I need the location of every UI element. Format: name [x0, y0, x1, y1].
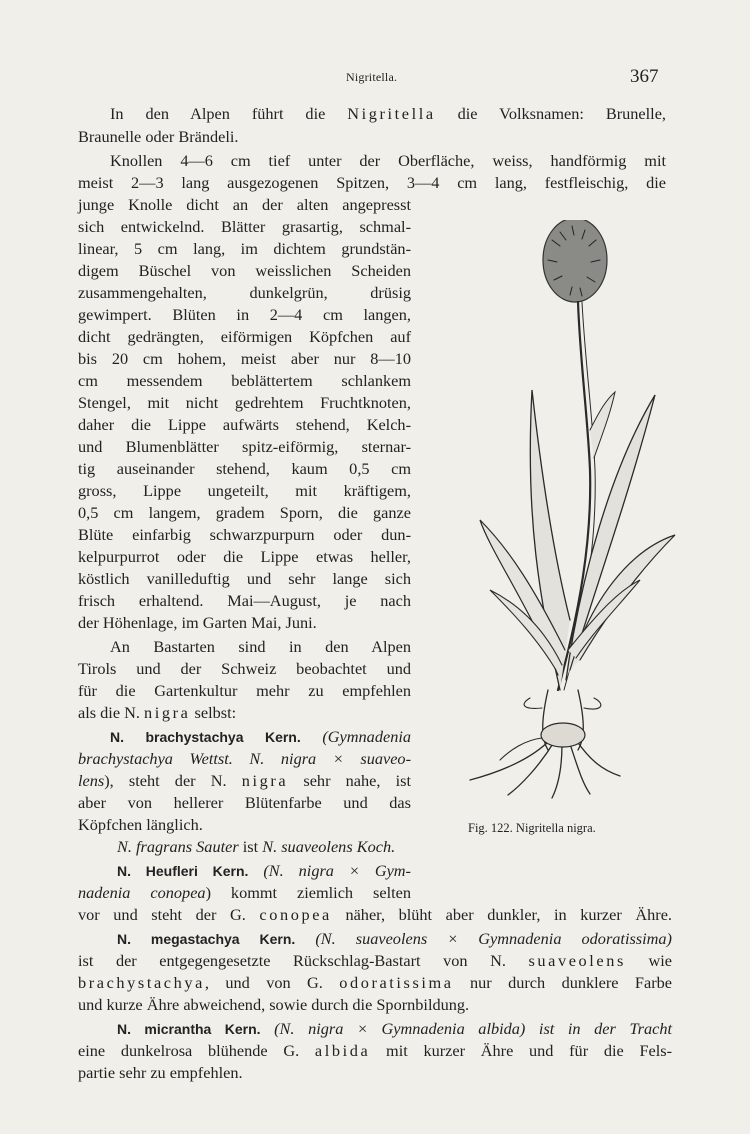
text-line: gross, Lippe ungeteilt, mit kräftigem, [78, 481, 411, 500]
nigritella-illustration [430, 220, 680, 800]
text-line: An Bastarten sind in den Alpen [110, 637, 411, 656]
text-line: In den Alpen führt die Nigritella die Volksnamen: Brunelle, [110, 104, 666, 123]
text-line: N. brachystachya Kern. (Gymnadenia [110, 727, 411, 746]
text-line: sich entwickelnd. Blätter grasartig, schmal- [78, 217, 411, 236]
figure-caption: Fig. 122. Nigritella nigra. [468, 821, 596, 835]
text-line: lens), steht der N. nigra sehr nahe, ist [78, 771, 412, 790]
text-line: ist der entgegengesetzte Rückschlag-Bastart von N. suaveolens wie [78, 951, 672, 970]
text-line: der Höhenlage, im Garten Mai, Juni. [78, 613, 317, 632]
text-line: frisch erhaltend. Mai—August, je nach [78, 591, 411, 610]
text-line: tig auseinander stehend, kaum 0,5 cm [78, 459, 411, 478]
text-line: daher die Lippe aufwärts stehend, Kelch- [78, 415, 411, 434]
text-line: brachystachya, und von G. odoratissima nur durch dunklere Farbe [78, 973, 672, 992]
text-line: zusammengehalten, dunkelgrün, drüsig [78, 283, 411, 302]
text-line: köstlich vanilleduftig und sehr lange sich [78, 569, 411, 588]
text-line: digem Büschel von weisslichen Scheiden [78, 261, 411, 280]
text-line: und Blumenblätter spitz-eiförmig, sternar- [78, 437, 411, 456]
text-line: meist 2—3 lang ausgezogenen Spitzen, 3—4 cm lang, festfleischig, die [78, 173, 666, 192]
text-line: N. fragrans Sauter ist N. suaveolens Koch. [117, 837, 396, 856]
text-line: dicht gedrängten, eiförmigen Köpfchen auf [78, 327, 411, 346]
text-line: brachystachya Wettst. N. nigra × suaveo- [78, 749, 411, 768]
text-line: N. Heufleri Kern. (N. nigra × Gym- [117, 861, 411, 880]
text-line: partie sehr zu empfehlen. [78, 1063, 243, 1082]
text-line: für die Gartenkultur mehr zu empfehlen [78, 681, 411, 700]
text-line: vor und steht der G. conopea näher, blüht aber dunkler, in kurzer Ähre. [78, 905, 673, 924]
page-number: 367 [630, 66, 659, 87]
text-line: als die N. nigra selbst: [78, 703, 237, 722]
text-line: linear, 5 cm lang, im dichtem grundstän- [78, 239, 411, 258]
text-line: Stengel, mit nicht gedrehtem Fruchtknoten, [78, 393, 411, 412]
text-line: gewimpert. Blüten in 2—4 cm langen, [78, 305, 411, 324]
text-line: Tirols und der Schweiz beobachtet und [78, 659, 411, 678]
text-line: Braunelle oder Brändeli. [78, 127, 239, 146]
text-line: aber von hellerer Blütenfarbe und das [78, 793, 411, 812]
text-line: und kurze Ähre abweichend, sowie durch die Spornbildung. [78, 995, 470, 1014]
text-line: Blüte einfarbig schwarzpurpurn oder dun- [78, 525, 411, 544]
text-line: N. megastachya Kern. (N. suaveolens × Gymnadenia odoratissima) [117, 929, 672, 948]
text-line: N. micrantha Kern. (N. nigra × Gymnadenia albida) ist in der Tracht [117, 1019, 672, 1038]
text-line: bis 20 cm hohem, meist aber nur 8—10 [78, 349, 411, 368]
text-line: eine dunkelrosa blühende G. albida mit kurzer Ähre und für die Fels- [78, 1041, 673, 1060]
running-title: Nigritella. [346, 70, 398, 84]
text-line: Knollen 4—6 cm tief unter der Oberfläche, weiss, handförmig mit [110, 151, 666, 170]
text-line: kelpurpurrot oder die Lippe etwas heller, [78, 547, 411, 566]
text-line: junge Knolle dicht an der alten angepresst [78, 195, 411, 214]
text-line: cm messendem beblättertem schlankem [78, 371, 411, 390]
text-line: Köpfchen länglich. [78, 815, 203, 834]
text-line: 0,5 cm langem, gradem Sporn, die ganze [78, 503, 411, 522]
orchid-drawing-icon [430, 220, 680, 800]
text-line: nadenia conopea) kommt ziemlich selten [78, 883, 411, 902]
